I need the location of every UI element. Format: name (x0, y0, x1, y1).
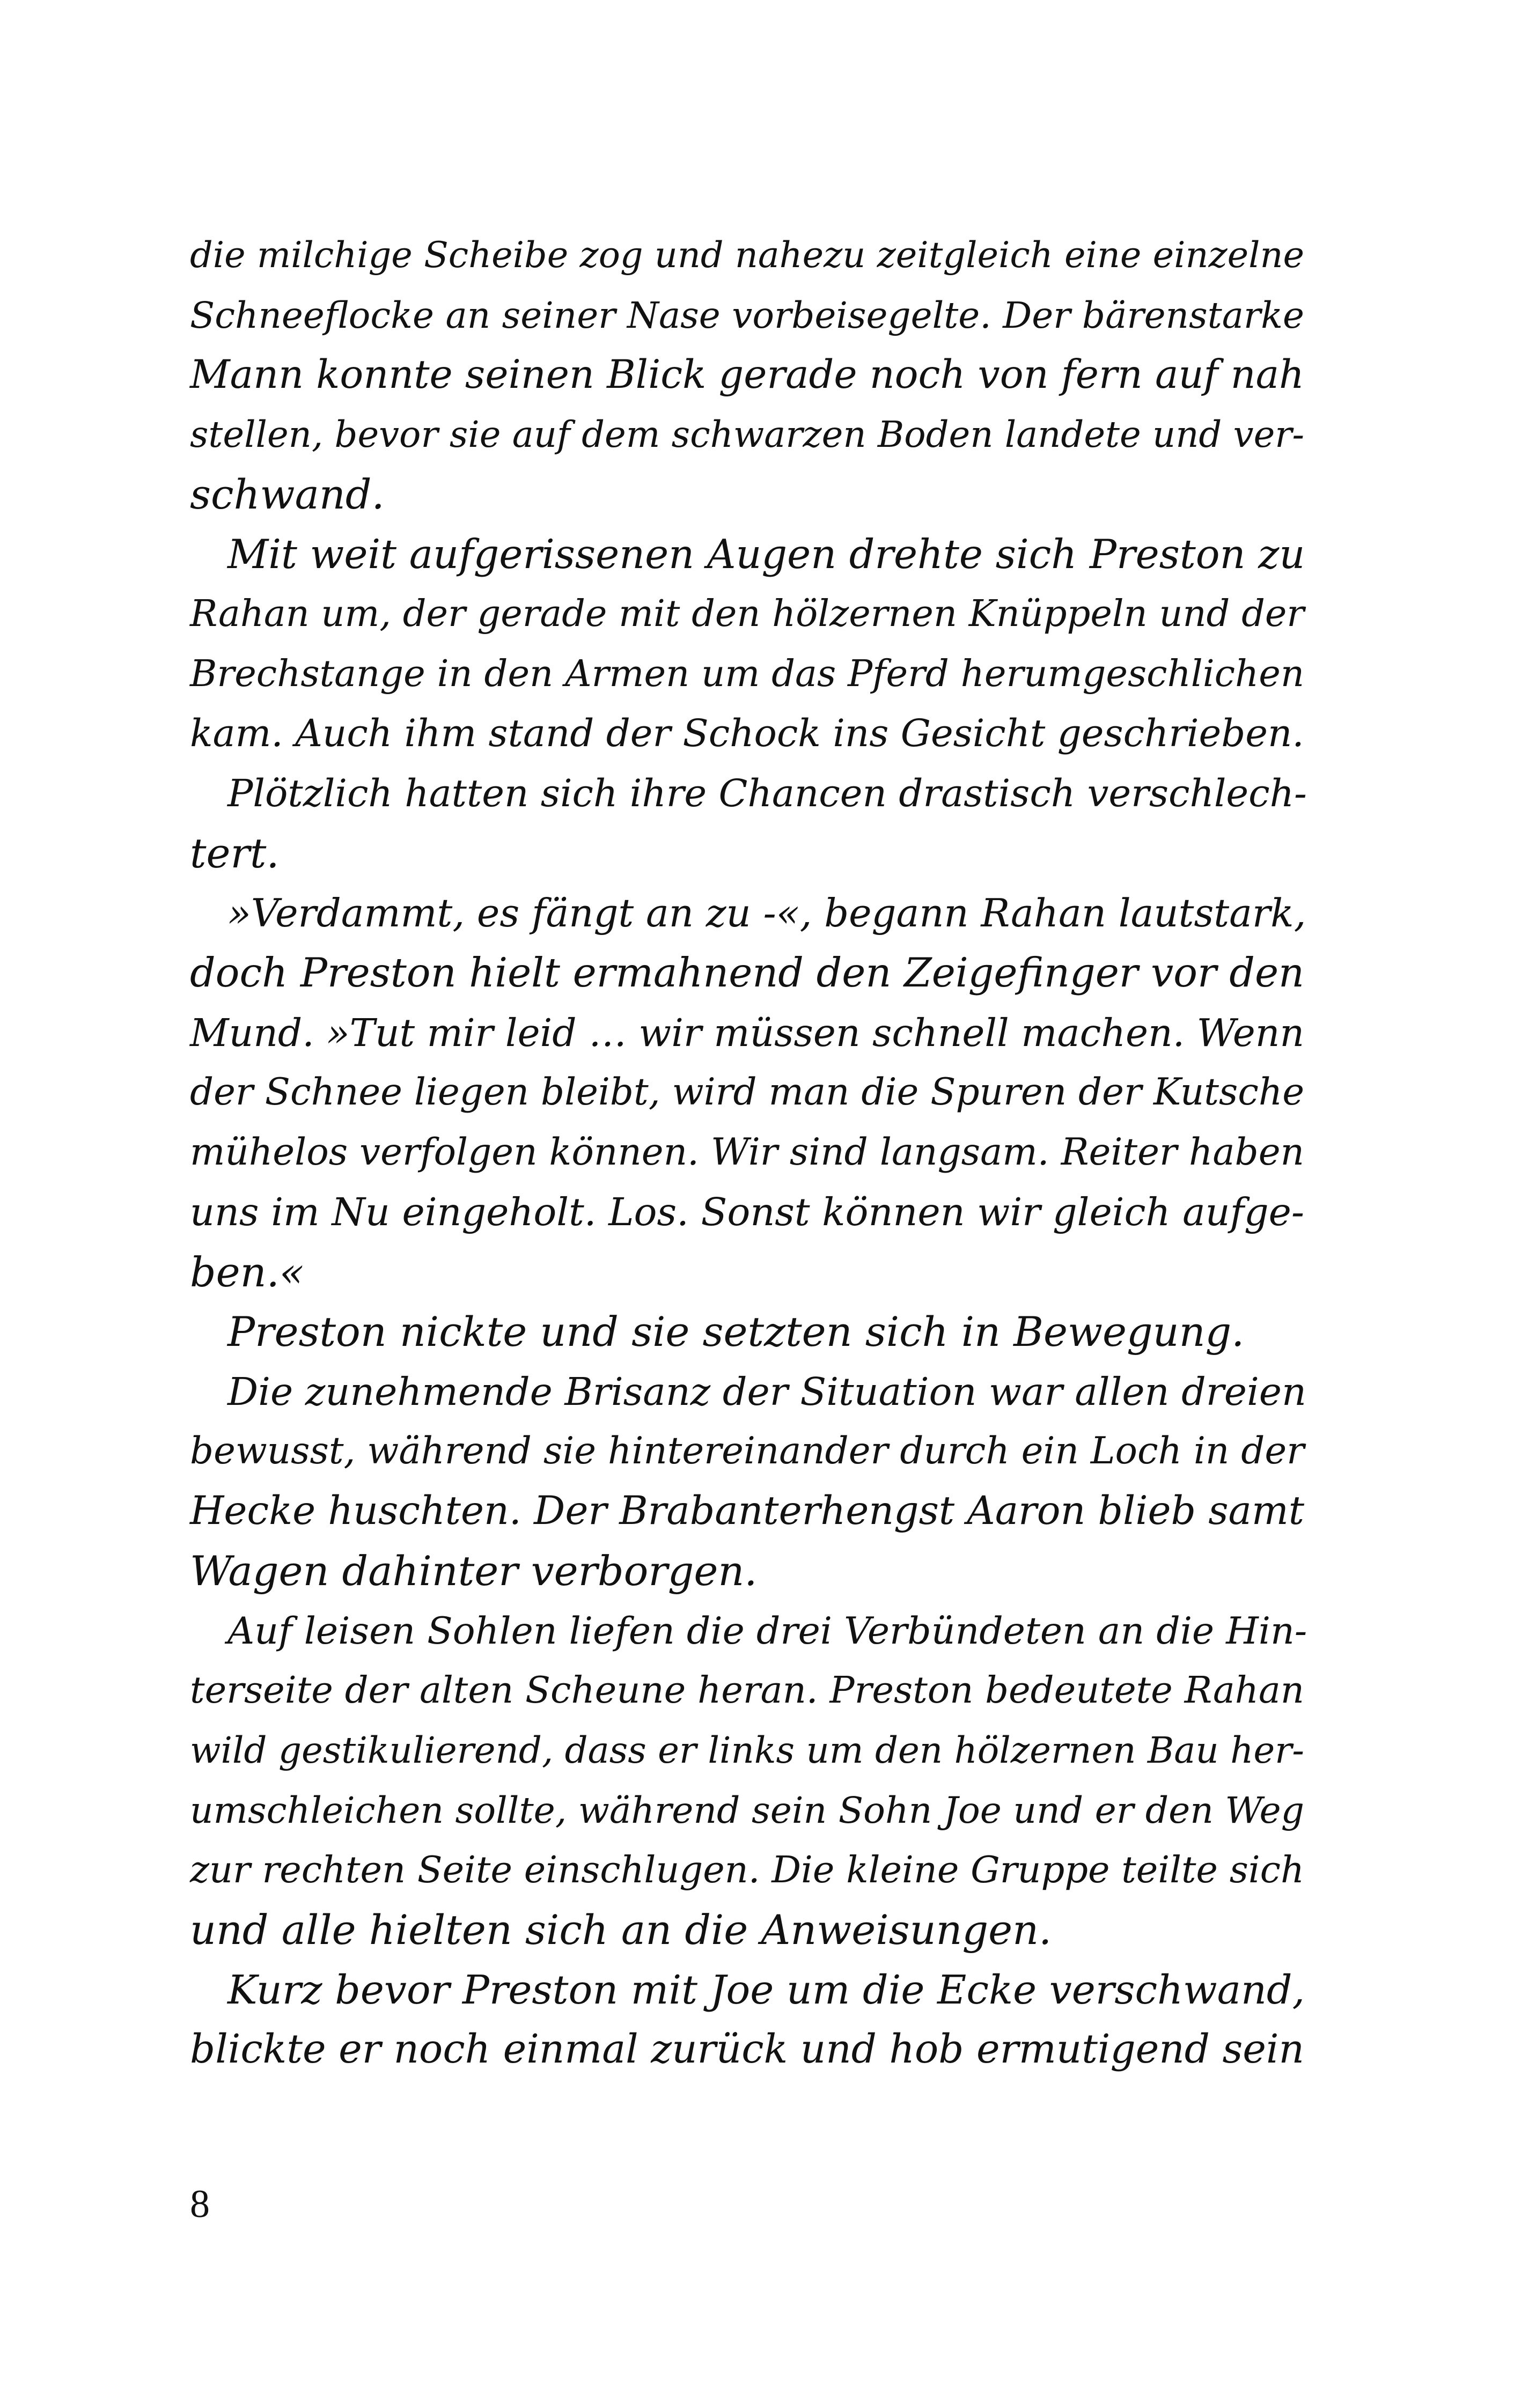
text-line: zur rechten Seite einschlugen. Die kleine Gruppe teilte sich (190, 1849, 1304, 1891)
text-line: schwand. (190, 470, 385, 518)
body-text (190, 225, 1307, 2080)
text-line: die milchige Scheibe zog und nahezu zeitgleich eine einzelne (190, 234, 1304, 276)
text-line: »Verdammt, es fängt an zu -«, begann Rahan lautstark, (227, 890, 1306, 936)
page-number: 8 (190, 2182, 210, 2226)
text-line: Wagen dahinter verborgen. (190, 1547, 758, 1595)
text-line: und alle hielten sich an die Anweisungen. (190, 1906, 1052, 1954)
text-line: uns im Nu eingeholt. Los. Sonst können wir gleich aufge- (190, 1190, 1304, 1234)
text-line: blickte er noch einmal zurück und hob ermutigend sein (190, 2027, 1304, 2072)
text-line: Schneeflocke an seiner Nase vorbeisegelte. Der bärenstarke (190, 293, 1304, 336)
text-line: terseite der alten Scheune heran. Preston bedeutete Rahan (190, 1669, 1304, 1712)
text-line: Rahan um, der gerade mit den hölzernen Knüppeln und der (190, 593, 1304, 635)
text-line: Die zunehmende Brisanz der Situation war allen dreien (227, 1369, 1306, 1414)
text-line: Auf leisen Sohlen liefen die drei Verbündeten an die Hin- (227, 1609, 1307, 1653)
text-line: Mann konnte seinen Blick gerade noch von fern auf nah (190, 352, 1304, 397)
text-line: Brechstange in den Armen um das Pferd herumgeschlichen (190, 652, 1304, 695)
text-line: Mund. »Tut mir leid … wir müssen schnell machen. Wenn (190, 1010, 1304, 1055)
text-line: Preston nickte und sie setzten sich in Bewegung. (227, 1308, 1245, 1356)
text-line: Mit weit aufgerissenen Augen drehte sich Preston zu (227, 531, 1305, 578)
text-line: wild gestikulierend, dass er links um den hölzernen Bau her- (190, 1729, 1304, 1771)
text-line: stellen, bevor sie auf dem schwarzen Boden landete und ver- (190, 413, 1304, 455)
text-line: der Schnee liegen bleibt, wird man die Spuren der Kutsche (190, 1071, 1304, 1114)
text-line: Hecke huschten. Der Brabanterhengst Aaron blieb samt (190, 1488, 1304, 1534)
text-line: Kurz bevor Preston mit Joe um die Ecke verschwand, (227, 1966, 1305, 2013)
text-line: mühelos verfolgen können. Wir sind langsam. Reiter haben (190, 1130, 1304, 1174)
text-line: kam. Auch ihm stand der Schock ins Gesicht geschrieben. (190, 711, 1304, 755)
text-line: umschleichen sollte, während sein Sohn Joe und er den Weg (190, 1789, 1304, 1831)
text-line: doch Preston hielt ermahnend den Zeigefinger vor den (190, 949, 1304, 996)
text-line: ben.« (190, 1248, 305, 1296)
text-line: bewusst, während sie hintereinander durch ein Loch in der (190, 1430, 1304, 1472)
text-line: Plötzlich hatten sich ihre Chancen drastisch verschlech- (227, 771, 1307, 815)
text-line: tert. (190, 829, 280, 877)
